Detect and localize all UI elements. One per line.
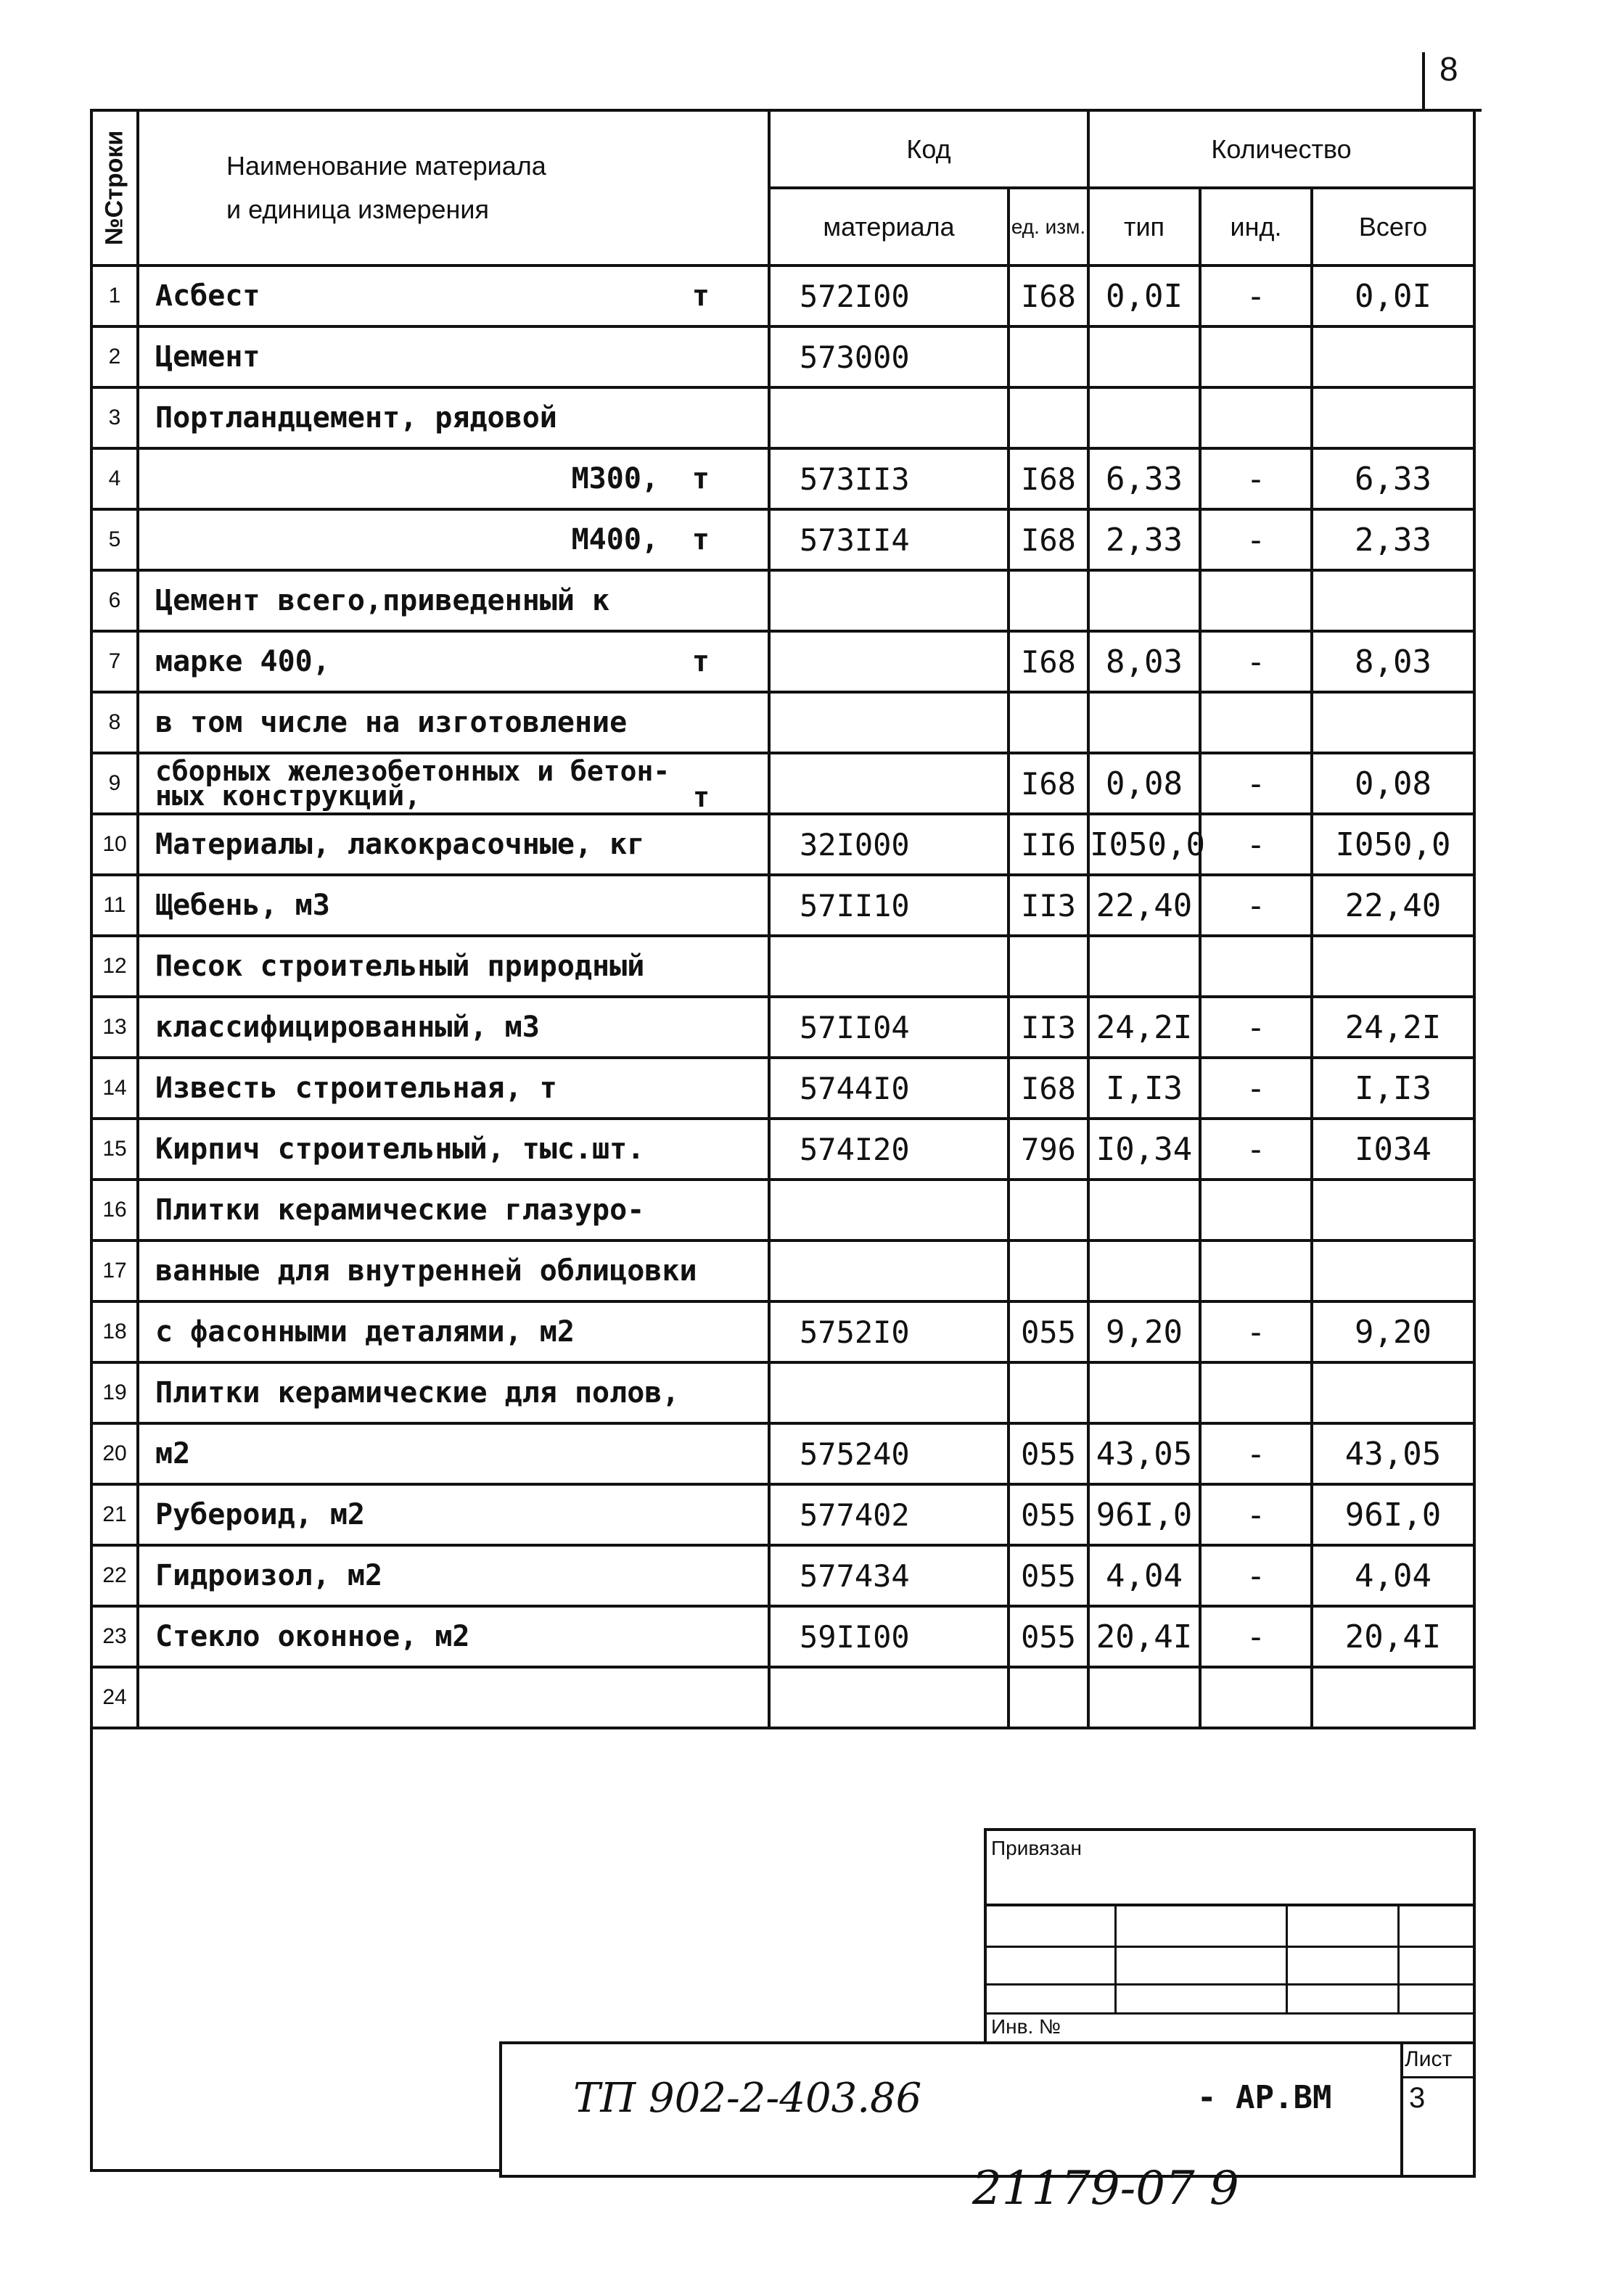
uom-code: I68 <box>1009 509 1088 570</box>
qty-total: 0,0I <box>1312 266 1474 326</box>
page-number: 8 <box>1439 50 1458 88</box>
stamp-rule <box>987 1904 1473 1906</box>
material-name: Портландцемент, рядовой <box>138 387 769 448</box>
uom-code <box>1009 1667 1088 1728</box>
uom-code: II3 <box>1009 997 1088 1058</box>
uom-code: I68 <box>1009 1058 1088 1119</box>
material-code: 5744I0 <box>769 1058 1009 1119</box>
table-row <box>91 509 1474 570</box>
qty-total: I034 <box>1312 1119 1474 1180</box>
table-row <box>91 1423 1474 1484</box>
material-name: Стекло оконное, м2 <box>138 1606 769 1667</box>
document-code: ТП 902-2-403.86 <box>573 2075 922 2122</box>
qty-type <box>1088 570 1200 631</box>
qty-ind: - <box>1200 448 1312 509</box>
uom-code: II6 <box>1009 814 1088 875</box>
qty-total: 0,08 <box>1312 753 1474 814</box>
row-number: 14 <box>91 1058 138 1119</box>
material-name: Плитки керамические глазуро- <box>138 1180 769 1240</box>
qty-total <box>1312 1362 1474 1423</box>
material-code <box>769 570 1009 631</box>
material-code: 574I20 <box>769 1119 1009 1180</box>
uom-code: 055 <box>1009 1301 1088 1362</box>
table-row <box>91 448 1474 509</box>
sheet-label: Лист <box>1405 2047 1453 2071</box>
qty-type <box>1088 1180 1200 1240</box>
row-number-header: №Строки <box>91 110 138 266</box>
sheet-divider <box>1400 2076 1473 2078</box>
uom-code: 055 <box>1009 1423 1088 1484</box>
table-row <box>91 875 1474 936</box>
row-number: 12 <box>91 936 138 997</box>
material-name-header: Наименование материала и единица измерения <box>138 110 769 266</box>
row-number: 23 <box>91 1606 138 1667</box>
qty-type-header: тип <box>1088 188 1200 266</box>
sheet-divider <box>1400 2044 1403 2175</box>
qty-ind: - <box>1200 1301 1312 1362</box>
stamp-rule <box>1286 1904 1288 2012</box>
row-number: 19 <box>91 1362 138 1423</box>
table-row <box>91 692 1474 753</box>
material-name: ванные для внутренней облицовки <box>138 1240 769 1301</box>
material-code: 5752I0 <box>769 1301 1009 1362</box>
material-code: 577402 <box>769 1484 1009 1545</box>
table-row <box>91 1362 1474 1423</box>
qty-ind: - <box>1200 509 1312 570</box>
table-row <box>91 753 1474 814</box>
qty-total <box>1312 326 1474 387</box>
uom-code <box>1009 1362 1088 1423</box>
material-name: Рубероид, м2 <box>138 1484 769 1545</box>
uom-code: 796 <box>1009 1119 1088 1180</box>
code-material-header: материала <box>769 188 1009 266</box>
qty-total: 24,2I <box>1312 997 1474 1058</box>
row-number: 21 <box>91 1484 138 1545</box>
sheet-number: 3 <box>1409 2082 1426 2114</box>
table-row <box>91 1180 1474 1240</box>
materials-table <box>90 109 1476 1729</box>
material-code <box>769 692 1009 753</box>
qty-total <box>1312 570 1474 631</box>
material-code <box>769 1362 1009 1423</box>
table-row <box>91 814 1474 875</box>
qty-ind: - <box>1200 266 1312 326</box>
table-row <box>91 1545 1474 1606</box>
qty-type: 22,40 <box>1088 875 1200 936</box>
material-name: сборных железобетонных и бетон- ных конструкций, т <box>138 753 769 814</box>
qty-ind <box>1200 387 1312 448</box>
qty-type: I0,34 <box>1088 1119 1200 1180</box>
qty-total: 43,05 <box>1312 1423 1474 1484</box>
table-row <box>91 1240 1474 1301</box>
table-row <box>91 1606 1474 1667</box>
material-name: Цемент всего,приведенный к <box>138 570 769 631</box>
material-name <box>138 1667 769 1728</box>
document-suffix: - АР.ВМ <box>1197 2079 1332 2116</box>
table-row <box>91 266 1474 326</box>
uom-code <box>1009 692 1088 753</box>
qty-ind: - <box>1200 1545 1312 1606</box>
row-number: 15 <box>91 1119 138 1180</box>
qty-type: 24,2I <box>1088 997 1200 1058</box>
row-number: 4 <box>91 448 138 509</box>
material-code: 577434 <box>769 1545 1009 1606</box>
page-number-rule <box>1422 52 1425 110</box>
qty-ind: - <box>1200 753 1312 814</box>
code-header: Код <box>769 110 1088 188</box>
archive-number: 21179-07 9 <box>972 2162 1239 2215</box>
qty-type: 0,08 <box>1088 753 1200 814</box>
material-name: м2 <box>138 1423 769 1484</box>
row-number: 7 <box>91 631 138 692</box>
qty-ind-header: инд. <box>1200 188 1312 266</box>
uom-code <box>1009 1180 1088 1240</box>
qty-type: 0,0I <box>1088 266 1200 326</box>
row-number: 2 <box>91 326 138 387</box>
qty-ind <box>1200 692 1312 753</box>
qty-ind <box>1200 1362 1312 1423</box>
material-code: 573II4 <box>769 509 1009 570</box>
material-code: 57II10 <box>769 875 1009 936</box>
material-code: 32I000 <box>769 814 1009 875</box>
qty-ind <box>1200 1180 1312 1240</box>
stamp-rule <box>1114 1904 1117 2012</box>
material-name: с фасонными деталями, м2 <box>138 1301 769 1362</box>
row-number: 8 <box>91 692 138 753</box>
qty-type: 20,4I <box>1088 1606 1200 1667</box>
qty-total: 96I,0 <box>1312 1484 1474 1545</box>
qty-total: 2,33 <box>1312 509 1474 570</box>
qty-type: 4,04 <box>1088 1545 1200 1606</box>
table-row <box>91 387 1474 448</box>
uom-code <box>1009 936 1088 997</box>
qty-type: I,I3 <box>1088 1058 1200 1119</box>
row-number: 11 <box>91 875 138 936</box>
qty-ind: - <box>1200 1119 1312 1180</box>
qty-ind: - <box>1200 631 1312 692</box>
material-name: в том числе на изготовление <box>138 692 769 753</box>
uom-code: I68 <box>1009 448 1088 509</box>
stamp-rule <box>1397 1904 1400 2012</box>
uom-code <box>1009 387 1088 448</box>
material-code: 573000 <box>769 326 1009 387</box>
quantity-header: Количество <box>1088 110 1474 188</box>
qty-type: I050,0 <box>1088 814 1200 875</box>
row-number: 22 <box>91 1545 138 1606</box>
material-name: Плитки керамические для полов, <box>138 1362 769 1423</box>
row-number: 24 <box>91 1667 138 1728</box>
qty-ind: - <box>1200 1423 1312 1484</box>
material-name: Щебень, м3 <box>138 875 769 936</box>
qty-type: 2,33 <box>1088 509 1200 570</box>
qty-total <box>1312 1240 1474 1301</box>
qty-ind: - <box>1200 997 1312 1058</box>
uom-code <box>1009 1240 1088 1301</box>
qty-ind <box>1200 1667 1312 1728</box>
qty-ind <box>1200 570 1312 631</box>
qty-ind <box>1200 326 1312 387</box>
qty-total: 4,04 <box>1312 1545 1474 1606</box>
row-number: 18 <box>91 1301 138 1362</box>
qty-total <box>1312 692 1474 753</box>
qty-type <box>1088 692 1200 753</box>
code-uom-header: ед. изм. <box>1009 188 1088 266</box>
material-name: марке 400, т <box>138 631 769 692</box>
uom-code: I68 <box>1009 631 1088 692</box>
material-code: 575240 <box>769 1423 1009 1484</box>
table-row <box>91 326 1474 387</box>
uom-code <box>1009 570 1088 631</box>
material-code: 572I00 <box>769 266 1009 326</box>
qty-type <box>1088 387 1200 448</box>
material-name: Кирпич строительный, тыс.шт. <box>138 1119 769 1180</box>
material-code <box>769 936 1009 997</box>
qty-ind: - <box>1200 1058 1312 1119</box>
qty-type: 8,03 <box>1088 631 1200 692</box>
material-code: 573II3 <box>769 448 1009 509</box>
qty-type <box>1088 1667 1200 1728</box>
table-row <box>91 1667 1474 1728</box>
qty-type <box>1088 1362 1200 1423</box>
table-row <box>91 1119 1474 1180</box>
uom-code: II3 <box>1009 875 1088 936</box>
qty-total-header: Всего <box>1312 188 1474 266</box>
binding-stamp <box>984 1828 1476 2044</box>
table-row <box>91 1484 1474 1545</box>
stamp-rule <box>987 1983 1473 1986</box>
qty-type <box>1088 936 1200 997</box>
material-code: 57II04 <box>769 997 1009 1058</box>
table-row <box>91 631 1474 692</box>
table-row <box>91 936 1474 997</box>
qty-ind <box>1200 936 1312 997</box>
material-code: 59II00 <box>769 1606 1009 1667</box>
row-number: 10 <box>91 814 138 875</box>
qty-ind <box>1200 1240 1312 1301</box>
row-number: 9 <box>91 753 138 814</box>
table-row <box>91 997 1474 1058</box>
qty-ind: - <box>1200 814 1312 875</box>
uom-code: 055 <box>1009 1606 1088 1667</box>
uom-code: 055 <box>1009 1545 1088 1606</box>
uom-code: I68 <box>1009 753 1088 814</box>
qty-ind: - <box>1200 1484 1312 1545</box>
frame-bottom-border <box>90 2169 501 2172</box>
material-code <box>769 631 1009 692</box>
qty-total: 20,4I <box>1312 1606 1474 1667</box>
qty-total <box>1312 1667 1474 1728</box>
qty-total <box>1312 387 1474 448</box>
row-number: 3 <box>91 387 138 448</box>
material-code <box>769 753 1009 814</box>
row-number: 5 <box>91 509 138 570</box>
qty-ind: - <box>1200 875 1312 936</box>
row-number: 20 <box>91 1423 138 1484</box>
stamp-rule <box>987 2012 1473 2015</box>
qty-total <box>1312 1180 1474 1240</box>
qty-type <box>1088 326 1200 387</box>
material-name: M400, т <box>138 509 769 570</box>
material-name: Гидроизол, м2 <box>138 1545 769 1606</box>
row-number: 16 <box>91 1180 138 1240</box>
row-number: 13 <box>91 997 138 1058</box>
qty-total: 22,40 <box>1312 875 1474 936</box>
material-name: Асбест т <box>138 266 769 326</box>
uom-code <box>1009 326 1088 387</box>
row-number: 6 <box>91 570 138 631</box>
uom-code: 055 <box>1009 1484 1088 1545</box>
material-code <box>769 387 1009 448</box>
qty-type <box>1088 1240 1200 1301</box>
row-number: 1 <box>91 266 138 326</box>
qty-total <box>1312 936 1474 997</box>
material-name: Цемент <box>138 326 769 387</box>
qty-type: 96I,0 <box>1088 1484 1200 1545</box>
table-row <box>91 570 1474 631</box>
material-name: Песок строительный природный <box>138 936 769 997</box>
inv-no-label: Инв. № <box>991 2015 1061 2038</box>
qty-total: I050,0 <box>1312 814 1474 875</box>
uom-code: I68 <box>1009 266 1088 326</box>
material-name: классифицированный, м3 <box>138 997 769 1058</box>
table-row <box>91 1301 1474 1362</box>
qty-total: I,I3 <box>1312 1058 1474 1119</box>
table-row <box>91 1058 1474 1119</box>
material-name: Материалы, лакокрасочные, кг <box>138 814 769 875</box>
qty-type: 43,05 <box>1088 1423 1200 1484</box>
qty-ind: - <box>1200 1606 1312 1667</box>
material-name: M300, т <box>138 448 769 509</box>
bound-label: Привязан <box>991 1837 1082 1859</box>
material-code <box>769 1667 1009 1728</box>
row-number: 17 <box>91 1240 138 1301</box>
qty-type: 6,33 <box>1088 448 1200 509</box>
stamp-rule <box>987 1946 1473 1948</box>
qty-total: 6,33 <box>1312 448 1474 509</box>
material-code <box>769 1180 1009 1240</box>
qty-total: 8,03 <box>1312 631 1474 692</box>
material-name: Известь строительная, т <box>138 1058 769 1119</box>
qty-type: 9,20 <box>1088 1301 1200 1362</box>
material-code <box>769 1240 1009 1301</box>
qty-total: 9,20 <box>1312 1301 1474 1362</box>
